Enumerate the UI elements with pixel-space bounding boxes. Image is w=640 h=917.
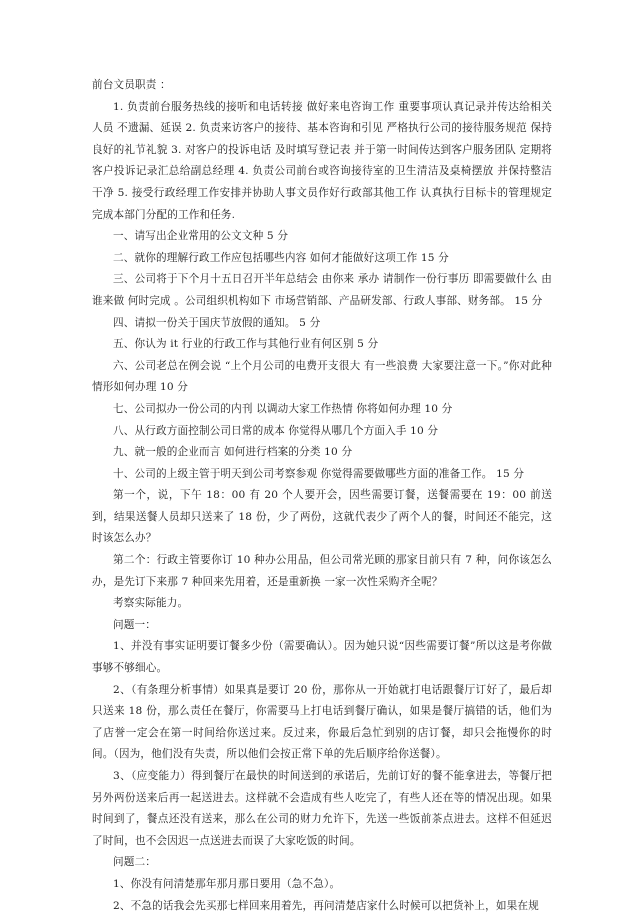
scenario-1: 第一个，说，下午 18：00 有 20 个人要开会，因些需要订餐，送餐需要在 19：00 前送到，结果送餐人员却只送来了 18 份，少了两份，这就代表少了两个人的餐，时间还不能完，这时该怎么办？ [92, 489, 552, 545]
scenario-2: 第二个：行政主管要你订 10 种办公用品，但公司常光顾的那家目前只有 7 种，问你该怎么办，是先订下来那 7 种回来先用着，还是重新换 一家一次性采购齐全呢？ [92, 554, 552, 588]
question-6: 六、公司老总在例会说 “上个月公司的电费开支很大 有一些浪费 大家要注意一下。”你对此种情形如何办理 10 分 [92, 359, 552, 394]
question-5: 五、你认为 it 行业的行政工作与其他行业有何区别 5 分 [113, 338, 379, 351]
answer-2-point-2: 2、不急的话我会先买那七样回来用着先，再问清楚店家什么时候可以把货补上，如果在规 [113, 899, 539, 912]
assessment-note: 考察实际能力。 [113, 597, 189, 610]
answer-1-point-3: 3、（应变能力）得到餐厅在最快的时间送到的承诺后，先前订好的餐不能拿进去，等餐厅把另外两份送来后再一起送进去。这样就不会造成有些人吃完了，有些人还在等的情况出现。如果时间到了，餐点还没有送来，那么在公司的财力允许下，先送一些饭前茶点进去。这样不但延迟了时间，也不会因迟一点送进去而误了大家吃饭的时间。 [92, 770, 552, 847]
answer-1-point-1: 1、并没有事实证明要订餐多少份（需要确认）。因为她只说“因些需要订餐”所以这是考你做事够不够细心。 [92, 640, 552, 675]
question-8: 八、从行政方面控制公司日常的成本 你觉得从哪几个方面入手 10 分 [113, 424, 439, 437]
answer-2-point-1: 1、你没有问清楚那年那月那日要用（急不急）。 [113, 877, 341, 890]
question-1: 一、请写出企业常用的公文文种 5 分 [113, 230, 289, 243]
question-2: 二、就你的理解行政工作应包括哪些内容 如何才能做好这项工作 15 分 [113, 251, 449, 264]
section-title: 前台文员职责 ： [92, 79, 171, 91]
question-9: 九、就一般的企业而言 如何进行档案的分类 10 分 [113, 446, 353, 459]
question-10: 十、公司的上级主管于明天到公司考察参观 你觉得需要做哪些方面的准备工作。 15 分 [113, 467, 525, 480]
answer-1-point-2: 2、（有条理分析事情）如果真是要订 20 份，那你从一开始就打电话跟餐厅订好了，最后却只送来 18 份，那么责任在餐厅，你需要马上打电话到餐厅确认，如果是餐厅搞错的话，他们为了店誉一定会在第一时间给你送过来。反过来，你最后急忙到别的店订餐，却只会拖慢你的时间。（因为，他们没有失责，所以他们会按正常下单的先后顺序给你送餐）。 [92, 683, 552, 761]
document-body [92, 75, 552, 917]
question-3: 三、公司将于下个月十五日召开半年总结会 由你来 承办 请制作一份行事历 即需要做什么 由谁来做 何时完成 。公司组织机构如下 市场营销部、产品研发部、行政人事部、财务部。 15 分 [92, 273, 552, 307]
job-duties-paragraph: 1. 负责前台服务热线的接听和电话转接 做好来电咨询工作 重要事项认真记录并传达给相关人员 不遗漏、延误 2. 负责来访客户的接待、基本咨询和引见 严格执行公司的接待服务规范 保持良好的礼节礼貌 3. 对客户的投诉电话 及时填写登记表 并于第一时间传达到客户服务团队 定期将客户投诉记录汇总给副总经理 4. 负责公司前台或咨询接待室的卫生清洁及桌椅摆放 并保持整洁干净 5. 接受行政经理工作安排并协助人事文员作好行政部其他工作 认真执行目标卡的管理规定 完成本部门分配的工作和任务. [92, 100, 552, 221]
answer-2-heading: 问题二： [113, 856, 156, 869]
question-7: 七、公司拟办一份公司的内刊 以调动大家工作热情 你将如何办理 10 分 [113, 402, 453, 415]
question-4: 四、请拟一份关于国庆节放假的通知。 5 分 [113, 316, 321, 329]
answer-1-heading: 问题一： [113, 618, 156, 631]
